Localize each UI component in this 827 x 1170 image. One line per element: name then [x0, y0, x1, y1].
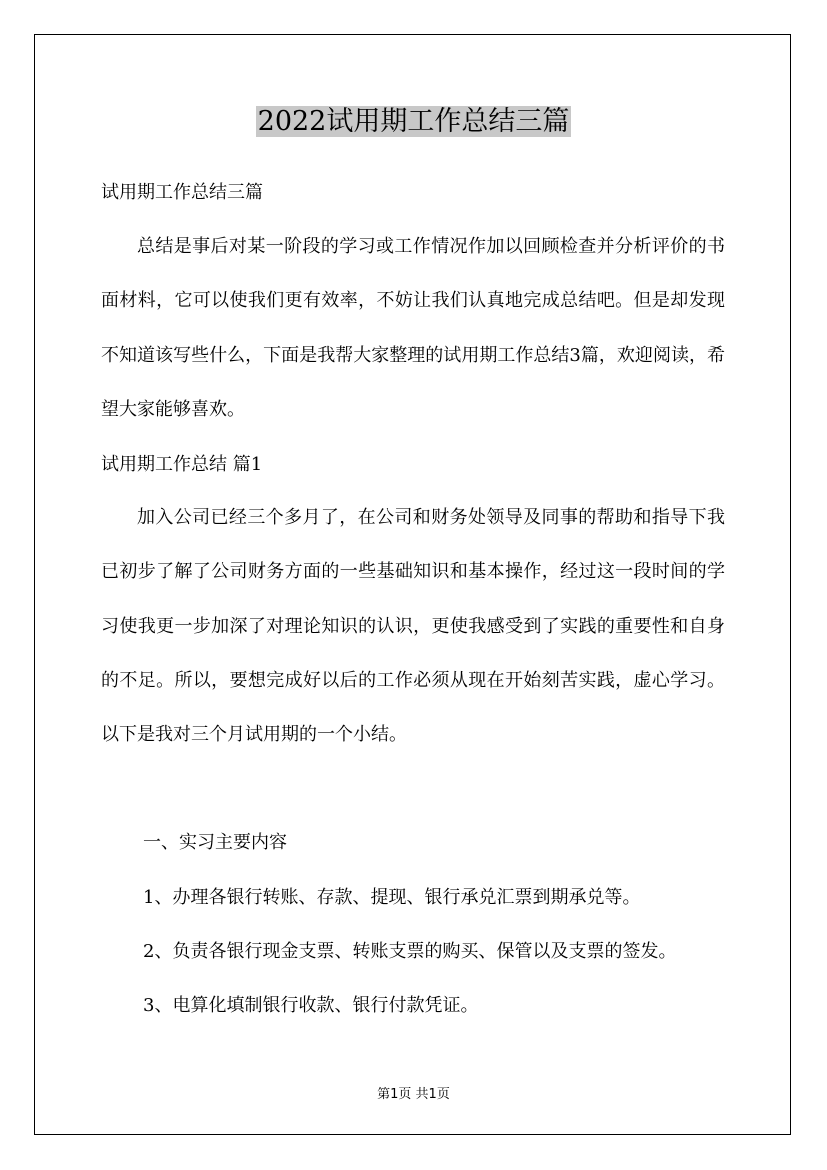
list-item: 2、负责各银行现金支票、转账支票的购买、保管以及支票的签发。 [143, 941, 677, 962]
document-title [0, 100, 827, 144]
page-footer: 第1页 共1页 [377, 1087, 450, 1102]
sub-heading: 一、实习主要内容 [143, 832, 287, 853]
document-subtitle: 试用期工作总结三篇 [101, 182, 263, 203]
list-item: 3、电算化填制银行收款、银行付款凭证。 [143, 995, 479, 1016]
title-text: 2022试用期工作总结三篇 [257, 106, 570, 137]
list-item: 1、办理各银行转账、存款、提现、银行承兑汇票到期承兑等。 [143, 887, 641, 908]
intro-paragraph: 总结是事后对某一阶段的学习或工作情况作加以回顾检查并分析评价的书面材料，它可以使我们更有效率，不妨让我们认真地完成总结吧。但是却发现不知道该写些什么，下面是我帮大家整理的试用期工作总结3篇，欢迎阅读，希望大家能够喜欢。 [101, 236, 725, 420]
section-1-heading: 试用期工作总结 篇1 [101, 454, 263, 475]
section-1-paragraph: 加入公司已经三个多月了，在公司和财务处领导及同事的帮助和指导下我已初步了解了公司财务方面的一些基础知识和基本操作，经过这一段时间的学习使我更一步加深了对理论知识的认识，更使我感受到了实践的重要性和自身的不足。所以，要想完成好以后的工作必须从现在开始刻苦实践，虚心学习。以下是我对三个月试用期的一个小结。 [101, 507, 725, 746]
